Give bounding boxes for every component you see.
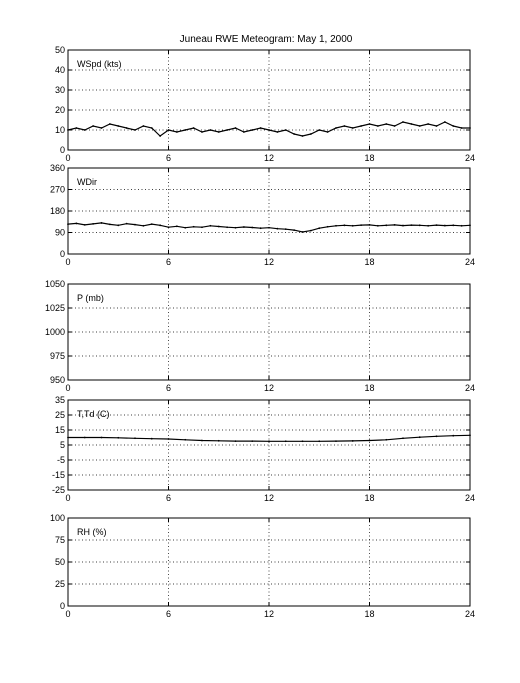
x-tick-label: 6 bbox=[165, 383, 172, 393]
data-point bbox=[251, 129, 253, 131]
data-point bbox=[260, 227, 262, 229]
data-point bbox=[461, 225, 463, 227]
y-tick-label: 360 bbox=[49, 163, 65, 173]
panel-label: P (mb) bbox=[77, 293, 104, 303]
y-tick-label: 75 bbox=[54, 535, 65, 545]
data-point bbox=[402, 225, 404, 227]
y-tick-label: 10 bbox=[54, 125, 65, 135]
data-point bbox=[352, 127, 354, 129]
y-tick-label: 100 bbox=[49, 513, 65, 523]
data-point bbox=[385, 224, 387, 226]
data-point bbox=[75, 127, 77, 129]
data-point bbox=[201, 226, 203, 228]
panel-4 bbox=[52, 395, 475, 503]
y-tick-label: -5 bbox=[56, 455, 65, 465]
data-point bbox=[410, 224, 412, 226]
x-tick-label: 18 bbox=[364, 383, 375, 393]
figure-title: Juneau RWE Meteogram: May 1, 2000 bbox=[179, 34, 353, 45]
y-tick-label: 0 bbox=[59, 145, 65, 155]
panel-label: RH (%) bbox=[77, 527, 107, 537]
data-point bbox=[92, 125, 94, 127]
data-point bbox=[318, 440, 320, 442]
data-point bbox=[335, 225, 337, 227]
data-point bbox=[385, 439, 387, 441]
y-tick-label: 950 bbox=[49, 375, 65, 385]
data-point bbox=[318, 227, 320, 229]
data-point bbox=[444, 121, 446, 123]
data-point bbox=[168, 226, 170, 228]
data-point bbox=[101, 222, 103, 224]
data-point bbox=[117, 125, 119, 127]
data-point bbox=[159, 135, 161, 137]
data-point bbox=[235, 440, 237, 442]
data-point bbox=[218, 226, 220, 228]
data-point bbox=[360, 125, 362, 127]
data-point bbox=[377, 125, 379, 127]
y-tick-label: -25 bbox=[51, 485, 65, 495]
data-point bbox=[84, 129, 86, 131]
data-point bbox=[352, 440, 354, 442]
x-tick-label: 6 bbox=[165, 153, 172, 163]
data-point bbox=[218, 131, 220, 133]
y-tick-label: 1050 bbox=[44, 279, 65, 289]
data-point bbox=[117, 224, 119, 226]
data-point bbox=[126, 127, 128, 129]
data-point bbox=[402, 121, 404, 123]
y-tick-label: 30 bbox=[54, 85, 65, 95]
x-tick-label: 6 bbox=[165, 257, 172, 267]
data-point bbox=[184, 129, 186, 131]
data-point bbox=[377, 225, 379, 227]
y-tick-label: 90 bbox=[54, 227, 65, 238]
x-tick-label: 24 bbox=[464, 383, 476, 393]
data-point bbox=[276, 228, 278, 230]
x-tick-label: 18 bbox=[364, 609, 375, 619]
data-point bbox=[251, 440, 253, 442]
data-point bbox=[176, 131, 178, 133]
data-point bbox=[201, 131, 203, 133]
data-point bbox=[436, 435, 438, 437]
data-point bbox=[310, 133, 312, 135]
data-point bbox=[84, 437, 86, 439]
data-point bbox=[461, 127, 463, 129]
y-tick-label: 975 bbox=[49, 351, 65, 361]
data-point bbox=[151, 127, 153, 129]
data-point bbox=[151, 438, 153, 440]
data-point bbox=[419, 224, 421, 226]
data-point bbox=[369, 224, 371, 226]
x-tick-label: 6 bbox=[165, 609, 172, 619]
data-point bbox=[168, 438, 170, 440]
data-point bbox=[419, 125, 421, 127]
data-point bbox=[134, 437, 136, 439]
data-point bbox=[268, 227, 270, 229]
y-tick-label: 1025 bbox=[44, 303, 65, 313]
panel-2 bbox=[50, 163, 475, 267]
x-tick-label: 0 bbox=[65, 257, 71, 267]
x-tick-label: 12 bbox=[263, 153, 275, 163]
data-point bbox=[184, 227, 186, 229]
x-tick-label: 12 bbox=[263, 609, 275, 619]
x-tick-label: 0 bbox=[65, 153, 71, 163]
data-point bbox=[335, 127, 337, 129]
y-tick-label: -15 bbox=[51, 470, 65, 480]
data-point bbox=[327, 131, 329, 133]
data-point bbox=[302, 440, 304, 442]
x-tick-label: 0 bbox=[65, 383, 71, 393]
panels-group bbox=[45, 45, 475, 619]
data-point bbox=[343, 224, 345, 226]
data-point bbox=[117, 437, 119, 439]
data-point bbox=[369, 440, 371, 442]
data-point bbox=[419, 436, 421, 438]
data-point bbox=[327, 226, 329, 228]
data-point bbox=[67, 129, 69, 131]
data-point bbox=[151, 223, 153, 225]
y-tick-label: 5 bbox=[59, 440, 65, 450]
data-point bbox=[285, 129, 287, 131]
y-tick-label: 25 bbox=[54, 410, 65, 420]
data-point bbox=[360, 224, 362, 226]
data-point bbox=[209, 225, 211, 227]
data-point bbox=[268, 129, 270, 131]
y-tick-label: 25 bbox=[54, 579, 65, 589]
data-point bbox=[67, 223, 69, 225]
data-point bbox=[201, 440, 203, 442]
data-point bbox=[159, 224, 161, 226]
x-tick-label: 18 bbox=[364, 493, 375, 503]
data-point bbox=[260, 127, 262, 129]
y-tick-label: 270 bbox=[49, 184, 65, 195]
data-point bbox=[427, 123, 429, 125]
x-tick-label: 24 bbox=[464, 257, 476, 267]
data-point bbox=[134, 129, 136, 131]
data-point bbox=[352, 225, 354, 227]
data-point bbox=[226, 226, 228, 228]
panel-1 bbox=[55, 45, 475, 163]
data-point bbox=[394, 224, 396, 226]
panel-3 bbox=[45, 279, 475, 393]
data-point bbox=[276, 131, 278, 133]
data-point bbox=[142, 225, 144, 227]
panel-label: WDir bbox=[77, 177, 97, 187]
data-point bbox=[343, 125, 345, 127]
data-point bbox=[109, 223, 111, 225]
panel-5 bbox=[50, 513, 475, 619]
data-point bbox=[385, 123, 387, 125]
data-point bbox=[209, 129, 211, 131]
panel-label: T,Td (C) bbox=[77, 409, 110, 419]
x-tick-label: 24 bbox=[464, 153, 476, 163]
data-point bbox=[92, 223, 94, 225]
data-point bbox=[285, 228, 287, 230]
y-tick-label: 0 bbox=[59, 249, 65, 259]
data-point bbox=[75, 223, 77, 225]
x-tick-label: 12 bbox=[263, 383, 275, 393]
data-point bbox=[410, 123, 412, 125]
y-tick-label: 15 bbox=[54, 425, 65, 435]
x-tick-label: 24 bbox=[464, 493, 476, 503]
x-tick-label: 18 bbox=[364, 153, 375, 163]
y-tick-label: 1000 bbox=[44, 327, 65, 337]
data-point bbox=[184, 439, 186, 441]
data-point bbox=[126, 223, 128, 225]
data-point bbox=[67, 437, 69, 439]
data-point bbox=[251, 227, 253, 229]
data-point bbox=[369, 123, 371, 125]
data-point bbox=[193, 226, 195, 228]
data-point bbox=[394, 125, 396, 127]
y-tick-label: 50 bbox=[54, 557, 65, 567]
data-point bbox=[293, 133, 295, 135]
data-point bbox=[176, 225, 178, 227]
x-tick-label: 18 bbox=[364, 257, 375, 267]
data-point bbox=[436, 125, 438, 127]
x-tick-label: 12 bbox=[263, 257, 275, 267]
x-tick-label: 0 bbox=[65, 493, 71, 503]
data-point bbox=[109, 123, 111, 125]
data-point bbox=[193, 127, 195, 129]
data-point bbox=[218, 440, 220, 442]
panel-label: WSpd (kts) bbox=[77, 59, 122, 69]
data-point bbox=[285, 440, 287, 442]
data-point bbox=[318, 129, 320, 131]
data-point bbox=[444, 225, 446, 227]
data-point bbox=[84, 224, 86, 226]
y-tick-label: 180 bbox=[49, 206, 65, 216]
y-tick-label: 40 bbox=[54, 65, 65, 75]
data-point bbox=[402, 437, 404, 439]
x-tick-label: 0 bbox=[65, 609, 71, 619]
y-tick-label: 0 bbox=[59, 601, 65, 611]
data-point bbox=[235, 227, 237, 229]
data-point bbox=[226, 129, 228, 131]
data-point bbox=[243, 131, 245, 133]
y-tick-label: 35 bbox=[54, 395, 65, 405]
data-point bbox=[452, 435, 454, 437]
data-point bbox=[302, 231, 304, 233]
data-point bbox=[235, 127, 237, 129]
data-point bbox=[302, 135, 304, 137]
data-point bbox=[335, 440, 337, 442]
data-point bbox=[101, 127, 103, 129]
data-point bbox=[134, 224, 136, 226]
data-point bbox=[452, 125, 454, 127]
data-point bbox=[452, 224, 454, 226]
y-tick-label: 20 bbox=[54, 105, 65, 115]
data-point bbox=[427, 225, 429, 227]
data-point bbox=[293, 229, 295, 231]
data-point bbox=[268, 440, 270, 442]
x-tick-label: 12 bbox=[263, 493, 275, 503]
data-point bbox=[310, 230, 312, 232]
data-point bbox=[101, 437, 103, 439]
data-point bbox=[243, 226, 245, 228]
data-point bbox=[436, 224, 438, 226]
y-tick-label: 50 bbox=[54, 45, 65, 55]
data-point bbox=[168, 129, 170, 131]
data-point bbox=[469, 127, 471, 129]
data-point bbox=[469, 434, 471, 436]
data-point bbox=[469, 224, 471, 226]
x-tick-label: 24 bbox=[464, 609, 476, 619]
x-tick-label: 6 bbox=[165, 493, 172, 503]
data-point bbox=[142, 125, 144, 127]
